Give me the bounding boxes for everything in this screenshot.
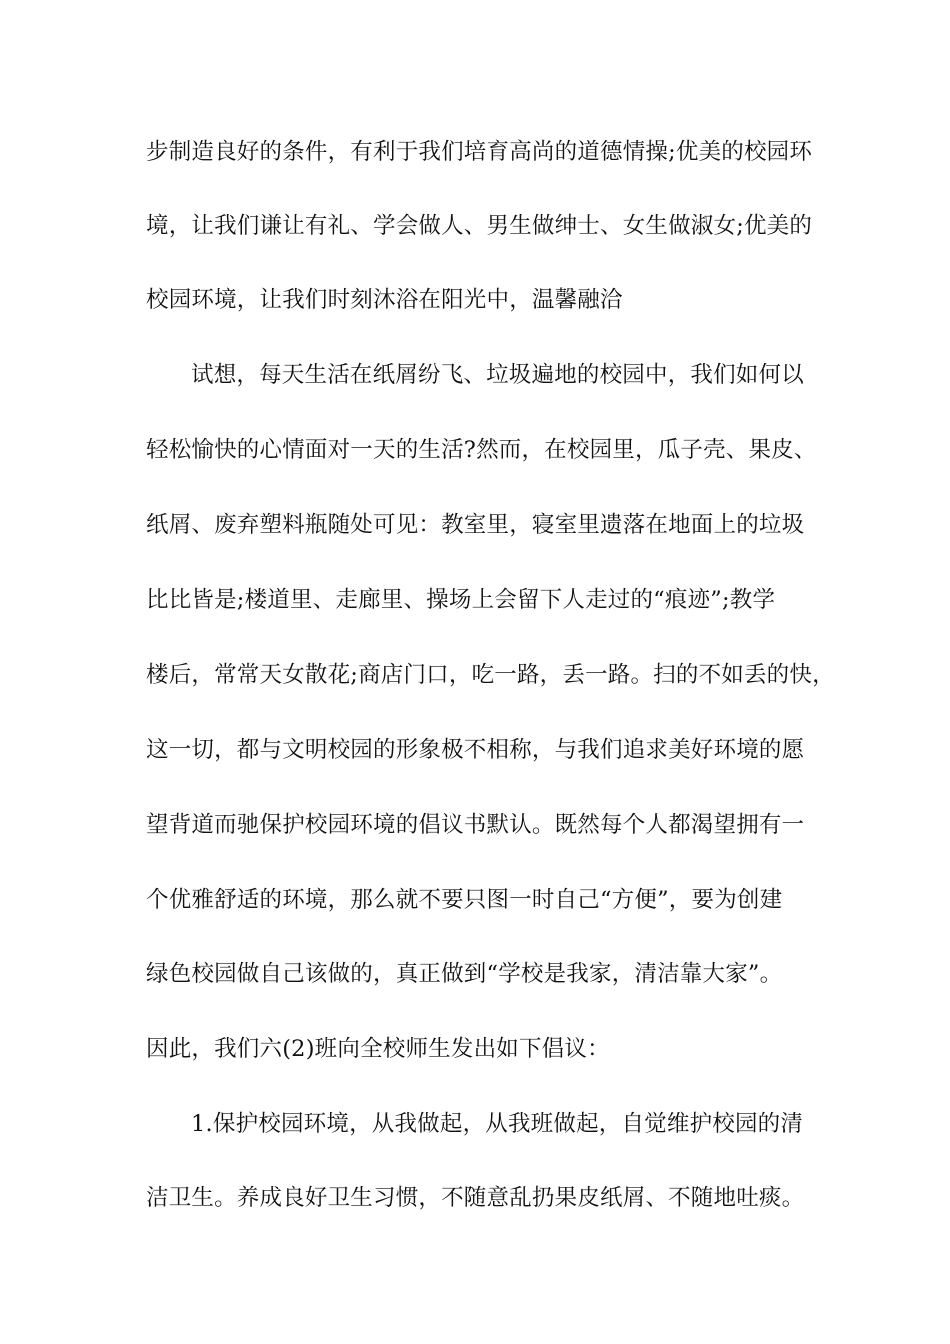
paragraph-line: 楼后，常常天女散花;商店门口，吃一路，丢一路。扫的不如丢的快， xyxy=(146,662,835,688)
paragraph-line: 1.保护校园环境，从我做起，从我班做起，自觉维护校园的清 xyxy=(191,1111,804,1137)
paragraph-line: 比比皆是;楼道里、走廊里、操场上会留下人走过的“痕迹”;教学 xyxy=(146,587,776,613)
paragraph-line: 轻松愉快的心情面对一天的生活?然而，在校园里，瓜子壳、果皮、 xyxy=(146,437,817,463)
paragraph-line: 校园环境，让我们时刻沐浴在阳光中，温馨融洽 xyxy=(146,287,623,313)
paragraph-line: 试想，每天生活在纸屑纷飞、垃圾遍地的校园中，我们如何以 xyxy=(191,362,804,388)
paragraph-line: 绿色校园做自己该做的，真正做到“学校是我家，清洁靠大家”。 xyxy=(146,961,783,987)
paragraph-line: 境，让我们谦让有礼、学会做人、男生做绅士、女生做淑女;优美的 xyxy=(146,213,813,239)
paragraph-line: 纸屑、废弃塑料瓶随处可见：教室里，寝室里遗落在地面上的垃圾 xyxy=(146,512,805,538)
paragraph-line: 望背道而驰保护校园环境的倡议书默认。既然每个人都渴望拥有一 xyxy=(146,812,805,838)
paragraph-line: 步制造良好的条件，有利于我们培育高尚的道德情操;优美的校园环 xyxy=(146,139,813,165)
paragraph-line: 洁卫生。养成良好卫生习惯，不随意乱扔果皮纸屑、不随地吐痰。 xyxy=(146,1185,805,1211)
paragraph-line: 这一切，都与文明校园的形象极不相称，与我们追求美好环境的愿 xyxy=(146,737,805,763)
paragraph-line: 个优雅舒适的环境，那么就不要只图一时自己“方便”，要为创建 xyxy=(146,887,783,913)
paragraph-line: 因此，我们六(2)班向全校师生发出如下倡议： xyxy=(146,1036,610,1062)
